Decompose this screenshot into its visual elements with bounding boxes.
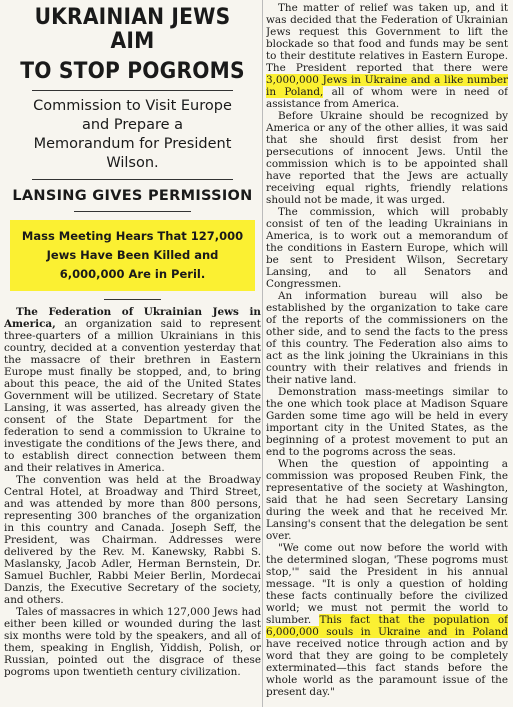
deck: Commission to Visit Europe and Prepare a Memorandum for President Wilson.: [33, 98, 232, 171]
headline-line-2: TO STOP POGROMS: [20, 59, 245, 84]
headline-line-1: UKRAINIAN JEWS AIM: [34, 5, 231, 54]
paragraph-text: all of whom were in need of assistance from America.: [266, 86, 508, 110]
divider: [74, 211, 191, 212]
paragraph-text: "We come out now before the world with the determined slogan, 'These pogroms must stop,'" said the President in his annual message. "It is only a question of holding these facts continually before the civilized world; we must not permit the world to slumber.: [266, 542, 508, 626]
divider: [32, 90, 233, 91]
paragraph: [4, 606, 261, 678]
paragraph-text: The convention was held at the Broadway Central Hotel, at Broadway and Third Street, and was attended by more than 800 persons, representing 300 branches of the organization in this country and Canada. Joseph Seff, the President, was Chairman. Addresses were delivered by the Rev. M. Kanewsky, Rabbi S. Maslansky, Jacob Adler, Herman Bernstein, Dr. Samuel Buchler, Rabbi Meier Berlin, Mordecai Danzis, the Executive Secretary of the society, and others.: [4, 474, 261, 606]
subhead: LANSING GIVES PERMISSION: [12, 188, 253, 204]
paragraph: [4, 474, 261, 606]
divider: [104, 299, 161, 300]
paragraph: [266, 2, 508, 110]
paragraph: [4, 306, 261, 474]
paragraph-text: have received notice through action and by word that they are going to be completely exterminated—this fact stands before the whole world as the paramount issue of the present day.": [266, 638, 508, 698]
lead-in: The Federation of Ukrainian Jews in America,: [4, 306, 261, 330]
highlighted-deck: Mass Meeting Hears That 127,000 Jews Have Been Killed and 6,000,000 Are in Peril.: [10, 220, 255, 291]
column-rule: [262, 0, 263, 707]
paragraph-text: Tales of massacres in which 127,000 Jews had either been killed or wounded during the last six months were told by the speakers, and all of them, speaking in English, Yiddish, Polish, or Russian, pointed out the disgrace of these pogroms upon twentieth century civilization.: [4, 606, 261, 678]
paragraph: An information bureau will also be established by the organization to take care of the reports of the commissioners on the other side, and to send the facts to the press of this country. The Federation also aims to act as the link joining the Ukrainians in this country with their relatives and friends in their native land.: [266, 290, 508, 386]
left-column: [4, 0, 261, 678]
paragraph: [266, 542, 508, 698]
paragraph: Before Ukraine should be recognized by America or any of the other allies, it was said that she should first desist from her persecutions of innocent Jews. Until the commission which is to be appointed shall have reported that the Jews are actually receiving equal rights, friendly relations should not be made, it was urged.: [266, 110, 508, 206]
right-column: [266, 2, 508, 698]
paragraph: When the question of appointing a commission was proposed Reuben Fink, the representative of the society at Washington, said that he had seen Secretary Lansing during the week and that he received Mr. Lansing's consent that the delegation be sent over.: [266, 458, 508, 542]
paragraph: Demonstration mass-meetings similar to the one which took place at Madison Square Garden some time ago will be held in every important city in the United States, as the beginning of a protest movement to put an end to the pogroms across the seas.: [266, 386, 508, 458]
paragraph-text: an organization said to represent three-quarters of a million Ukrainians in this country, decided at a convention yesterday that the massacre of their brethren in Eastern Europe must finally be stopped, and, to bring about this peace, the aid of the United States Government will be utilized. Secretary of State Lansing, it was asserted, has already given the consent of the State Department for the federation to send a commission to Ukraine to investigate the conditions of the Jews there, and to establish direct connection between them and their relatives in America.: [4, 318, 261, 474]
divider: [32, 179, 233, 180]
left-article-body: [4, 306, 261, 678]
highlighted-text: 3,000,000 Jews in Ukraine and a like number in Poland,: [266, 74, 508, 98]
highlighted-text: This fact that the population of 6,000,000 souls in Ukraine and in Poland: [266, 614, 508, 638]
paragraph: The commission, which will probably consist of ten of the leading Ukrainians in America, is to work out a memorandum of the conditions in Eastern Europe, which will be sent to President Wilson, Secretary Lansing, and to all Senators and Congressmen.: [266, 206, 508, 290]
paragraph-text: The matter of relief was taken up, and it was decided that the Federation of Ukrainian Jews request this Government to lift the blockade so that food and funds may be sent to their destitute relatives in Eastern Europe. The President reported that there were: [266, 2, 508, 74]
